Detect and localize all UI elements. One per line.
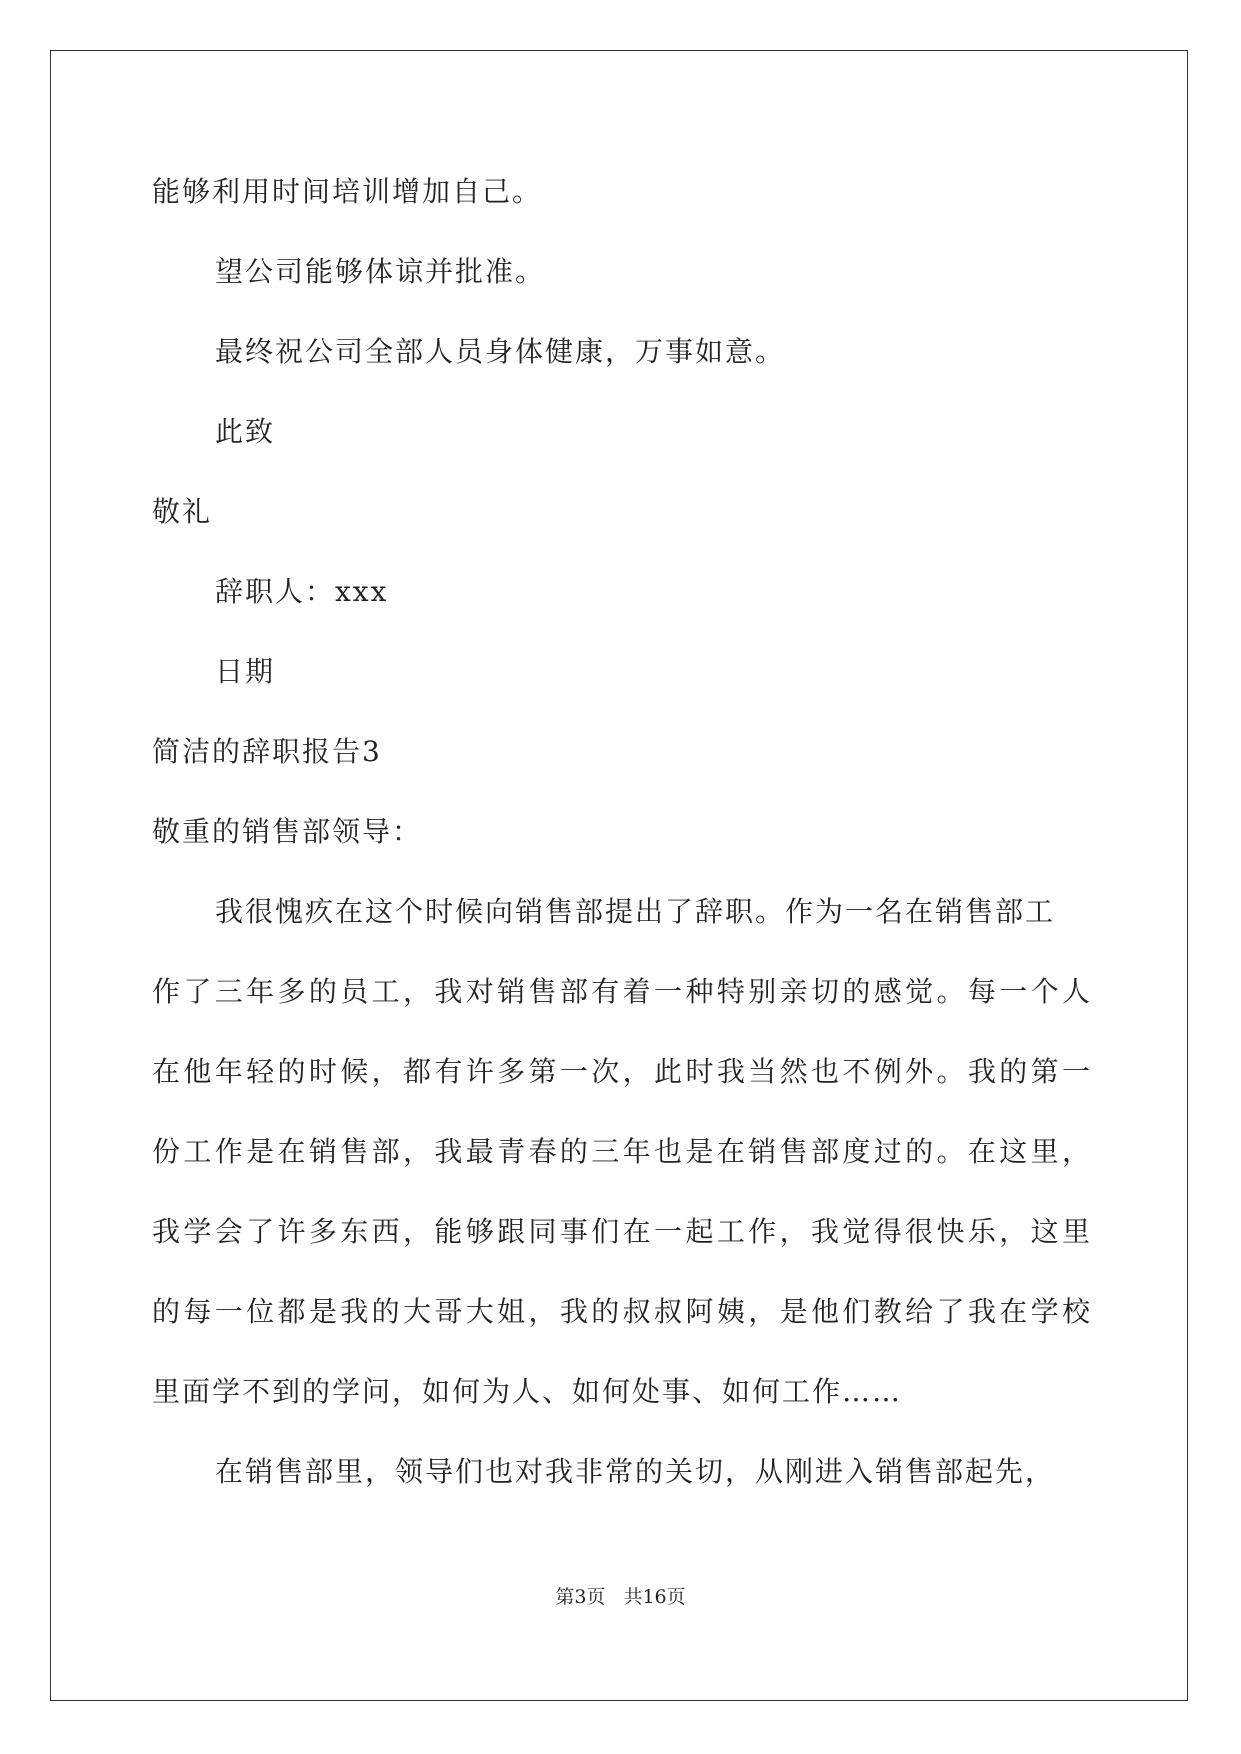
paragraph-line: 作了三年多的员工，我对销售部有着一种特别亲切的感觉。每一个人 [152, 975, 1092, 1008]
paragraph-line: 在销售部里，领导们也对我非常的关切，从刚进入销售部起先， [215, 1455, 1056, 1488]
text-line: 能够利用时间培训增加自己。 [152, 175, 543, 208]
page-footer [0, 1582, 1241, 1609]
signature-line: 辞职人：xxx [215, 575, 389, 608]
paragraph-line: 份工作是在销售部，我最青春的三年也是在销售部度过的。在这里， [152, 1135, 1092, 1168]
paragraph-line: 我很愧疚在这个时候向销售部提出了辞职。作为一名在销售部工 [215, 895, 1056, 928]
closing-regards: 敬礼 [152, 495, 213, 528]
section-title: 简洁的辞职报告3 [152, 735, 382, 768]
page-total: 共16页 [623, 1586, 686, 1608]
paragraph-line: 我学会了许多东西，能够跟同事们在一起工作，我觉得很快乐，这里 [152, 1215, 1092, 1248]
closing-salutation: 此致 [215, 415, 276, 448]
page-border [50, 50, 1188, 1701]
greeting: 敬重的销售部领导： [152, 815, 423, 848]
paragraph-line: 的每一位都是我的大哥大姐，我的叔叔阿姨，是他们教给了我在学校 [152, 1295, 1092, 1328]
paragraph-line: 在他年轻的时候，都有许多第一次，此时我当然也不例外。我的第一 [152, 1055, 1092, 1088]
page-number: 第3页 [555, 1586, 606, 1608]
date-line: 日期 [215, 655, 276, 688]
paragraph-line: 里面学不到的学问，如何为人、如何处事、如何工作…… [152, 1375, 903, 1408]
text-line: 最终祝公司全部人员身体健康，万事如意。 [215, 335, 786, 368]
text-line: 望公司能够体谅并批准。 [215, 255, 546, 288]
